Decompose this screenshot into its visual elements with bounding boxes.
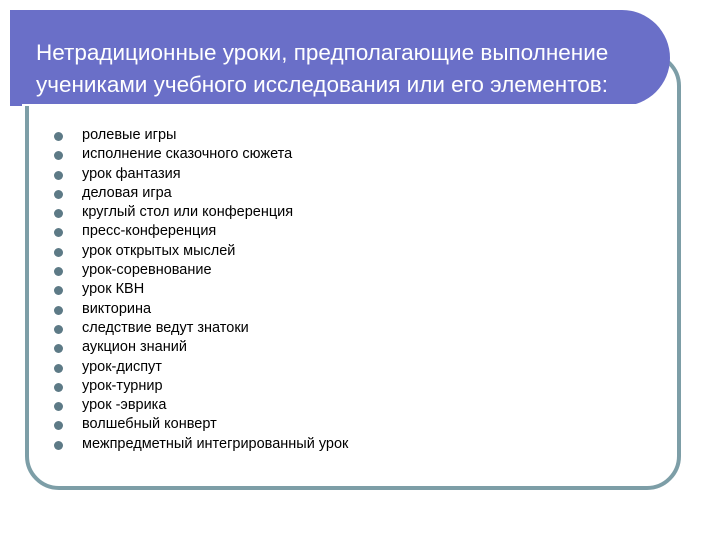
- bullet-icon: [54, 171, 63, 180]
- list-item-text: урок фантазия: [82, 165, 181, 182]
- list-item-text: круглый стол или конференция: [82, 204, 294, 221]
- bullet-icon: [54, 248, 63, 257]
- bullet-icon: [54, 325, 63, 334]
- list-item-text: урок открытых мыслей: [82, 242, 236, 259]
- list-item-text: урок КВН: [82, 281, 145, 298]
- list-item-text: исполнение сказочного сюжета: [82, 146, 293, 163]
- list-item-text: урок -эврика: [82, 397, 167, 414]
- list-item-text: пресс-конференция: [82, 223, 217, 240]
- list-item-text: викторина: [82, 300, 152, 317]
- list-item-text: межпредметный интегрированный урок: [82, 435, 349, 452]
- list-item-text: следствие ведут знатоки: [82, 319, 249, 336]
- slide-title: Нетрадиционные уроки, предполагающие выполнение учениками учебного исследования или его элементов:: [36, 40, 609, 97]
- list-item-text: деловая игра: [82, 184, 172, 201]
- bullet-icon: [54, 383, 63, 392]
- title-underline: [22, 104, 648, 106]
- bullet-icon: [54, 267, 63, 276]
- bullet-icon: [54, 441, 63, 450]
- bullet-icon: [54, 190, 63, 199]
- title-banner: [10, 10, 670, 106]
- bullet-icon: [54, 306, 63, 315]
- list-item-text: урок-диспут: [82, 358, 162, 375]
- list-item-text: ролевые игры: [82, 127, 177, 143]
- list-item-text: аукцион знаний: [82, 339, 187, 356]
- list-item-text: урок-турнир: [82, 377, 163, 394]
- list-item-text: волшебный конверт: [82, 416, 217, 433]
- bullet-icon: [54, 364, 63, 373]
- bullet-icon: [54, 132, 63, 141]
- list-item-text: урок-соревнование: [82, 262, 212, 279]
